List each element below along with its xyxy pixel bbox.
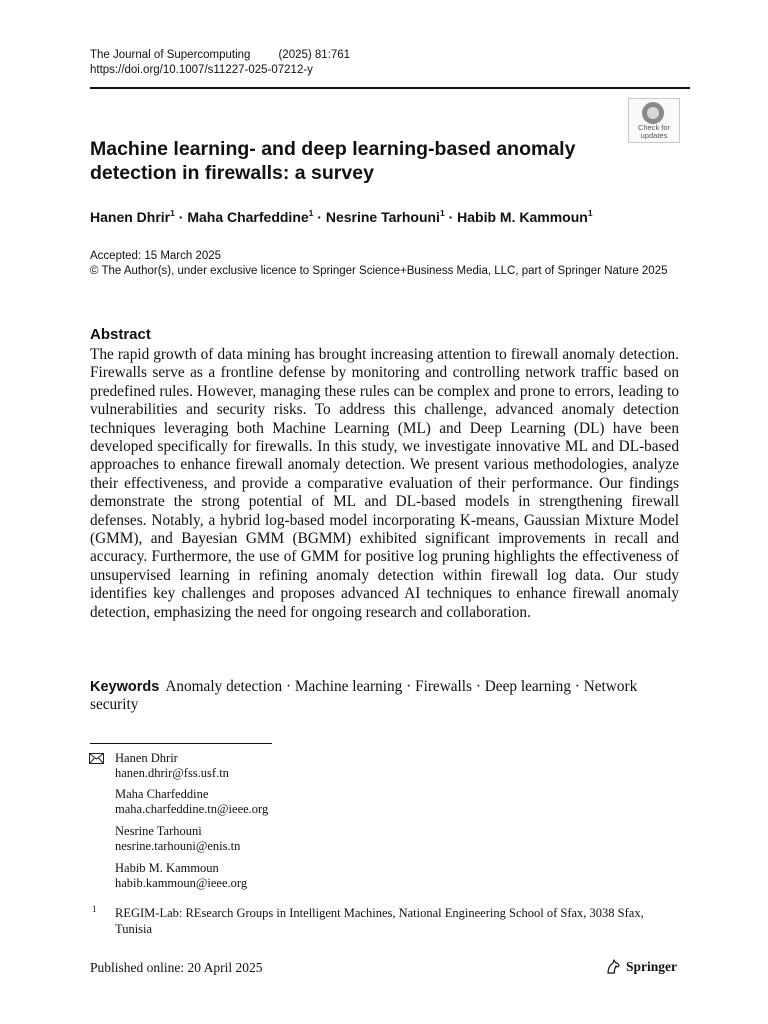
journal-header xyxy=(90,48,350,78)
author-separator: · xyxy=(178,209,184,225)
journal-volume: (2025) 81:761 xyxy=(278,49,351,61)
author-affiliation-mark: 1 xyxy=(587,208,593,218)
abstract-heading: Abstract xyxy=(90,326,151,343)
contact-name: Habib M. Kammoun xyxy=(115,861,219,875)
author-separator: · xyxy=(448,209,454,225)
check-for-updates-badge[interactable] xyxy=(628,98,680,143)
journal-name: The Journal of Supercomputing xyxy=(90,49,251,61)
springer-horse-icon xyxy=(605,959,621,975)
author-affiliation-mark: 1 xyxy=(439,208,445,218)
affiliation-number: 1 xyxy=(92,904,97,914)
contact-email[interactable]: hanen.dhrir@fss.usf.tn xyxy=(115,766,229,780)
contact-email[interactable]: nesrine.tarhouni@enis.tn xyxy=(115,839,241,853)
contact-name: Nesrine Tarhouni xyxy=(115,824,202,838)
published-online: Published online: 20 April 2025 xyxy=(90,960,263,975)
doi-link[interactable]: https://doi.org/10.1007/s11227-025-07212-y xyxy=(90,64,313,76)
keywords-block xyxy=(90,678,679,715)
keywords-list: Anomaly detection · Machine learning · Firewalls · Deep learning · Network security xyxy=(90,678,638,714)
keywords-label: Keywords xyxy=(90,679,160,695)
publisher-name: Springer xyxy=(626,959,678,974)
contact-name: Hanen Dhrir xyxy=(115,751,178,765)
author-separator: · xyxy=(317,209,322,225)
author-affiliation-mark: 1 xyxy=(308,208,314,218)
badge-line1: Check for xyxy=(637,123,671,132)
affiliation-text: REGIM-Lab: REsearch Groups in Intelligent Machines, National Engineering School of Sfax, 3038 Sfax, Tunisia xyxy=(115,906,644,936)
footnote-rule xyxy=(90,743,272,744)
check-for-updates-icon xyxy=(642,102,664,124)
paper-title: Machine learning- and deep learning-based anomaly detection in firewalls: a survey xyxy=(90,138,576,184)
copyright-notice: © The Author(s), under exclusive licence to Springer Science+Business Media, LLC, part of Springer Nature 2025 xyxy=(90,265,668,277)
author-name: Hanen Dhrir xyxy=(90,209,171,225)
abstract-body: The rapid growth of data mining has brought increasing attention to firewall anomaly detection. Firewalls serve as a frontline defense by monitoring and controlling network traffic based on predefined rules. However, managing these rules can be complex and prone to errors, leading to vulnerabilities and security risks. To address this challenge, advanced anomaly detection techniques leveraging both Machine Learning (ML) and Deep Learning (DL) have been developed specifically for firewalls. In this study, we investigate innovative ML and DL-based approaches to enhance firewall anomaly detection. We present various methodologies, analyze their effectiveness, and provide a comparative evaluation of their performance. Our findings demonstrate the strong potential of ML and DL-based models in strengthening firewall defenses. Notably, a hybrid log-based model incorporating K-means, Gaussian Mixture Model (GMM), and Bayesian GMM (BGMM) exhibited significant improvements in recall and accuracy. Furthermore, the use of GMM for positive log pruning highlights the effectiveness of unsupervised learning in refining anomaly detection within firewall log data. Our study identifies key challenges and proposes advanced AI techniques to enhance firewall anomaly detection, emphasizing the need for ongoing research and collaboration. xyxy=(90,346,679,621)
header-rule xyxy=(90,87,690,89)
badge-line2: updates xyxy=(640,131,668,140)
contact-entry xyxy=(115,861,247,891)
contact-entry xyxy=(115,824,240,854)
accepted-date: Accepted: 15 March 2025 xyxy=(90,250,222,262)
envelope-icon xyxy=(89,752,104,768)
contact-name: Maha Charfeddine xyxy=(115,787,209,801)
author-list xyxy=(90,208,593,225)
contact-email[interactable]: habib.kammoun@ieee.org xyxy=(115,876,248,890)
author-name: Maha Charfeddine xyxy=(187,209,309,225)
contact-email[interactable]: maha.charfeddine.tn@ieee.org xyxy=(115,802,269,816)
article-meta xyxy=(90,249,690,279)
author-name: Habib M. Kammoun xyxy=(457,209,588,225)
springer-logo xyxy=(605,959,677,975)
author-affiliation-mark: 1 xyxy=(170,208,175,218)
contact-entry xyxy=(115,787,268,817)
contact-entry xyxy=(115,751,229,781)
author-name: Nesrine Tarhouni xyxy=(325,209,440,225)
